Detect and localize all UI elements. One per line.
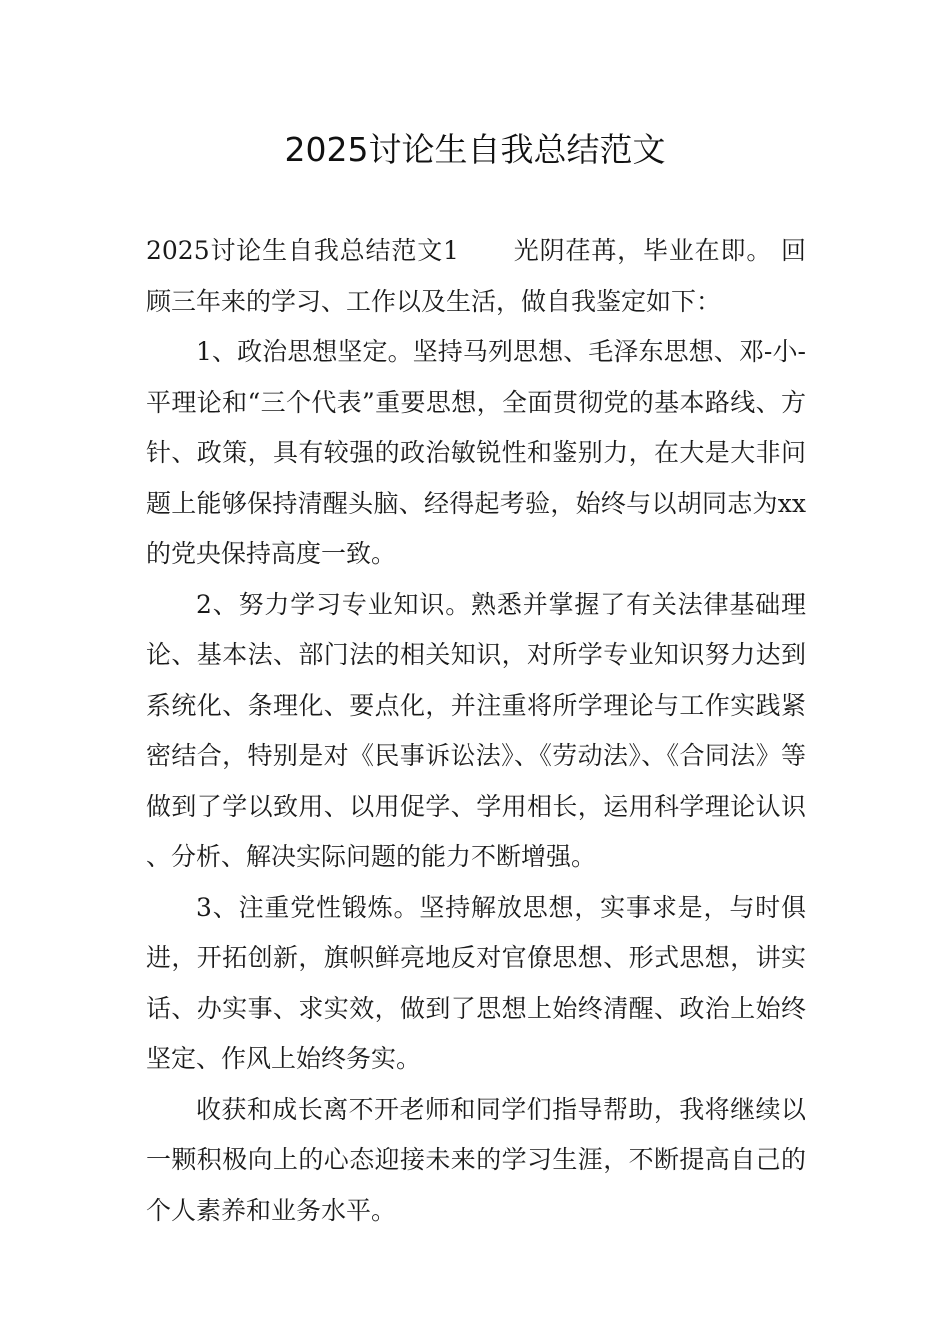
intro-text: 光阴荏苒，毕业在即。 回顾三年来的学习、工作以及生活，做自我鉴定如下： <box>146 236 807 316</box>
document-body <box>146 226 806 1236</box>
paragraph-party-spirit: 3、注重党性锻炼。坚持解放思想，实事求是，与时俱进，开拓创新，旗帜鲜亮地反对官僚思想、形式思想，讲实话、办实事、求实效，做到了思想上始终清醒、政治上始终坚定、作风上始终务实。 <box>146 892 806 1073</box>
paragraph-study: 2、努力学习专业知识。熟悉并掌握了有关法律基础理论、基本法、部门法的相关知识，对所学专业知识努力达到系统化、条理化、要点化，并注重将所学理论与工作实践紧密结合，特别是对《民事诉讼法》、《劳动法》、《合同法》等做到了学以致用、以用促学、学用相长，运用科学理论认识、分析、解决实际问题的能力不断增强。 <box>146 589 806 871</box>
paragraph-closing: 收获和成长离不开老师和同学们指导帮助，我将继续以一颗积极向上的心态迎接未来的学习生涯，不断提高自己的个人素养和业务水平。 <box>146 1094 806 1225</box>
paragraph-political: 1、政治思想坚定。坚持马列思想、毛泽东思想、邓-小-平理论和“三个代表”重要思想，全面贯彻党的基本路线、方针、政策，具有较强的政治敏锐性和鉴别力，在大是大非问题上能够保持清醒头脑、经得起考验，始终与以胡同志为xx的党央保持高度一致。 <box>146 337 806 568</box>
document-title: 2025讨论生自我总结范文 <box>284 130 666 169</box>
intro-paragraph <box>146 226 806 327</box>
intro-heading: 2025讨论生自我总结范文1 <box>146 236 459 265</box>
